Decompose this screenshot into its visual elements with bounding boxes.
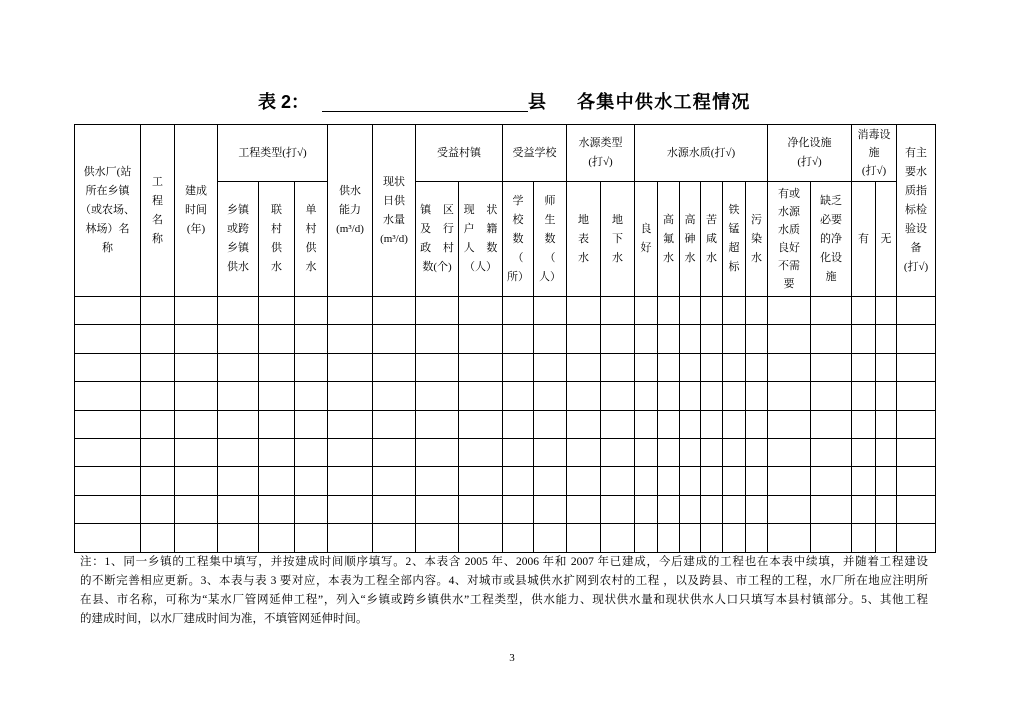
table-cell <box>852 325 876 353</box>
table-cell <box>175 438 218 466</box>
table-cell <box>635 524 658 552</box>
table-cell <box>701 495 723 523</box>
header-high-arsenic: 高 砷 水 <box>680 182 701 297</box>
table-cell <box>701 524 723 552</box>
table-cell <box>658 524 680 552</box>
table-cell <box>175 353 218 381</box>
table-cell <box>680 410 701 438</box>
table-cell <box>680 382 701 410</box>
header-location: 供水厂(站 所在乡镇 （或农场、 林场）名 称 <box>75 125 141 297</box>
table-cell <box>567 524 601 552</box>
table-cell <box>768 297 811 325</box>
table-cell <box>459 438 503 466</box>
table-cell <box>175 382 218 410</box>
table-cell <box>811 495 852 523</box>
table-cell <box>876 382 897 410</box>
table-cell <box>416 524 459 552</box>
table-cell <box>373 353 416 381</box>
table-cell <box>218 495 259 523</box>
table-cell <box>876 325 897 353</box>
table-cell <box>459 353 503 381</box>
table-row <box>75 467 936 495</box>
page-title: 各集中供水工程情况 <box>577 92 751 112</box>
table-cell <box>658 438 680 466</box>
table-cell <box>218 438 259 466</box>
table-cell <box>259 325 295 353</box>
header-iron-manganese: 铁 锰 超 标 <box>723 182 746 297</box>
table-cell <box>259 438 295 466</box>
table-cell <box>701 297 723 325</box>
table-number: 表 2： <box>258 92 310 112</box>
table-cell <box>141 410 175 438</box>
table-cell <box>680 495 701 523</box>
table-cell <box>503 382 534 410</box>
table-cell <box>328 410 373 438</box>
table-cell <box>416 410 459 438</box>
table-cell <box>141 438 175 466</box>
table-cell <box>897 297 936 325</box>
table-cell <box>567 410 601 438</box>
table-cell <box>259 297 295 325</box>
table-cell <box>897 467 936 495</box>
table-cell <box>534 438 567 466</box>
table-cell <box>768 495 811 523</box>
table-cell <box>141 467 175 495</box>
table-cell <box>811 353 852 381</box>
table-cell <box>567 495 601 523</box>
county-suffix: 县 <box>528 92 546 112</box>
table-cell <box>852 438 876 466</box>
table-cell <box>75 353 141 381</box>
table-cell <box>328 325 373 353</box>
table-cell <box>701 325 723 353</box>
table-cell <box>218 524 259 552</box>
note-line: 的建成时间，以水厂建成时间为准，不填管网延伸时间。 <box>80 613 368 625</box>
table-cell <box>328 297 373 325</box>
table-cell <box>723 410 746 438</box>
table-cell <box>295 495 328 523</box>
header-group-beneficiary-villages: 受益村镇 <box>416 125 503 182</box>
table-cell <box>503 353 534 381</box>
table-cell <box>141 524 175 552</box>
header-population: 现 状 户 籍 人 数 （人） <box>459 182 503 297</box>
table-cell <box>175 410 218 438</box>
table-cell <box>175 467 218 495</box>
table-cell <box>328 438 373 466</box>
header-type-township: 乡镇 或跨 乡镇 供水 <box>218 182 259 297</box>
table-cell <box>416 382 459 410</box>
table-cell <box>723 297 746 325</box>
table-cell <box>601 467 635 495</box>
table-cell <box>259 382 295 410</box>
table-cell <box>723 495 746 523</box>
table-cell <box>811 297 852 325</box>
table-cell <box>601 524 635 552</box>
table-cell <box>295 297 328 325</box>
table-cell <box>218 325 259 353</box>
table-cell <box>746 524 768 552</box>
table-cell <box>295 353 328 381</box>
table-cell <box>534 325 567 353</box>
table-cell <box>601 297 635 325</box>
table-cell <box>416 467 459 495</box>
table-cell <box>295 325 328 353</box>
page-number: 3 <box>509 652 515 664</box>
table-cell <box>459 495 503 523</box>
header-groundwater: 地 下 水 <box>601 182 635 297</box>
table-cell <box>328 495 373 523</box>
table-cell <box>459 467 503 495</box>
table-cell <box>876 438 897 466</box>
table-cell <box>218 297 259 325</box>
header-group-source-type: 水源类型 (打√) <box>567 125 635 182</box>
table-cell <box>811 325 852 353</box>
table-row <box>75 382 936 410</box>
table-cell <box>701 382 723 410</box>
table-cell <box>373 410 416 438</box>
table-cell <box>567 382 601 410</box>
table-cell <box>175 524 218 552</box>
table-cell <box>658 467 680 495</box>
table-row <box>75 325 936 353</box>
table-cell <box>534 467 567 495</box>
table-cell <box>768 467 811 495</box>
header-purification-lacking: 缺乏 必要 的净 化设 施 <box>811 182 852 297</box>
table-cell <box>658 495 680 523</box>
table-cell <box>768 438 811 466</box>
table-cell <box>534 353 567 381</box>
note-line: 注：1、同一乡镇的工程集中填写，并按建成时间顺序填写。2、本表含 2005 年、2006 年和 2007 年已建成，今后建成的工程也在本表中续填，并随着工程建设 <box>80 556 928 568</box>
table-cell <box>746 353 768 381</box>
table-cell <box>503 325 534 353</box>
table-cell <box>680 524 701 552</box>
table-cell <box>701 438 723 466</box>
table-cell <box>746 410 768 438</box>
table-cell <box>701 353 723 381</box>
table-cell <box>897 410 936 438</box>
table-row <box>75 438 936 466</box>
header-project-name: 工 程 名 称 <box>141 125 175 297</box>
header-type-single-village: 单 村 供 水 <box>295 182 328 297</box>
table-cell <box>259 524 295 552</box>
table-cell <box>295 524 328 552</box>
table-cell <box>459 382 503 410</box>
table-cell <box>680 353 701 381</box>
table-cell <box>175 297 218 325</box>
table-cell <box>373 438 416 466</box>
table-cell <box>635 410 658 438</box>
header-purification-ok: 有或 水源 水质 良好 不需 要 <box>768 182 811 297</box>
table-cell <box>723 353 746 381</box>
table-cell <box>259 410 295 438</box>
note-line: 的不断完善相应更新。3、本表与表 3 要对应，本表为工程全部内容。4、对城市或县城供水扩网到农村的工程 ，以及跨县、市工程的工程，水厂所在地应注明所 <box>80 575 928 587</box>
table-cell <box>746 438 768 466</box>
table-cell <box>811 467 852 495</box>
table-cell <box>811 524 852 552</box>
table-cell <box>259 495 295 523</box>
table-row <box>75 495 936 523</box>
table-cell <box>75 438 141 466</box>
table-cell <box>680 325 701 353</box>
table-cell <box>373 325 416 353</box>
table-cell <box>852 467 876 495</box>
table-body <box>75 297 936 553</box>
table-cell <box>876 353 897 381</box>
table-cell <box>373 524 416 552</box>
table-cell <box>897 353 936 381</box>
table-cell <box>459 325 503 353</box>
table-cell <box>635 382 658 410</box>
header-disinfection-yes: 有 <box>852 182 876 297</box>
header-brackish: 苦 咸 水 <box>701 182 723 297</box>
table-cell <box>701 410 723 438</box>
table-cell <box>746 325 768 353</box>
table-cell <box>328 524 373 552</box>
table-cell <box>259 467 295 495</box>
table-cell <box>768 325 811 353</box>
table-cell <box>75 325 141 353</box>
table-cell <box>635 297 658 325</box>
table-cell <box>503 438 534 466</box>
note-line: 在县、市名称，可称为“某水厂管网延伸工程”，列入“乡镇或跨乡镇供水”工程类型，供水能力、现状供水量和现状供水人口只填写本县村镇部分。5、其他工程 <box>80 594 928 606</box>
table-cell <box>503 297 534 325</box>
table-cell <box>601 382 635 410</box>
table-cell <box>534 382 567 410</box>
table-cell <box>295 410 328 438</box>
table-cell <box>534 524 567 552</box>
header-group-source-quality: 水源水质(打√) <box>635 125 768 182</box>
table-cell <box>768 410 811 438</box>
table-cell <box>373 297 416 325</box>
table-cell <box>635 495 658 523</box>
table-cell <box>416 297 459 325</box>
table-cell <box>852 410 876 438</box>
table-cell <box>601 325 635 353</box>
water-supply-projects-table <box>74 124 936 553</box>
header-polluted: 污 染 水 <box>746 182 768 297</box>
table-row <box>75 297 936 325</box>
table-cell <box>601 438 635 466</box>
header-daily-supply: 现状 日供 水量 (m³/d) <box>373 125 416 297</box>
table-cell <box>852 495 876 523</box>
table-cell <box>876 495 897 523</box>
table-cell <box>295 382 328 410</box>
table-cell <box>635 438 658 466</box>
table-cell <box>503 467 534 495</box>
table-cell <box>218 382 259 410</box>
table-cell <box>768 353 811 381</box>
table-cell <box>503 495 534 523</box>
table-row <box>75 410 936 438</box>
table-cell <box>534 410 567 438</box>
table-cell <box>658 410 680 438</box>
table-cell <box>141 353 175 381</box>
table-row <box>75 524 936 552</box>
table-cell <box>601 495 635 523</box>
table-cell <box>601 410 635 438</box>
table-cell <box>373 495 416 523</box>
header-group-project-type: 工程类型(打√) <box>218 125 328 182</box>
table-cell <box>141 382 175 410</box>
table-cell <box>567 353 601 381</box>
table-cell <box>328 353 373 381</box>
table-cell <box>680 467 701 495</box>
header-disinfection-no: 无 <box>876 182 897 297</box>
table-cell <box>534 297 567 325</box>
table-cell <box>746 297 768 325</box>
header-school-count: 学 校 数 （ 所） <box>503 182 534 297</box>
table-cell <box>416 353 459 381</box>
table-cell <box>416 438 459 466</box>
table-cell <box>723 524 746 552</box>
table-cell <box>658 353 680 381</box>
header-capacity: 供水 能力 (m³/d) <box>328 125 373 297</box>
table-cell <box>567 438 601 466</box>
table-cell <box>897 495 936 523</box>
table-cell <box>567 297 601 325</box>
table-cell <box>75 297 141 325</box>
table-cell <box>635 353 658 381</box>
table-cell <box>811 382 852 410</box>
table-cell <box>175 325 218 353</box>
table-cell <box>852 297 876 325</box>
table-cell <box>259 353 295 381</box>
table-cell <box>768 382 811 410</box>
header-teacher-student-count: 师 生 数 （ 人） <box>534 182 567 297</box>
header-village-count: 镇 区 及 行 政 村 数(个) <box>416 182 459 297</box>
table-cell <box>876 410 897 438</box>
table-cell <box>295 467 328 495</box>
table-cell <box>601 353 635 381</box>
table-cell <box>723 438 746 466</box>
header-high-fluoride: 高 氟 水 <box>658 182 680 297</box>
table-cell <box>897 325 936 353</box>
table-cell <box>897 438 936 466</box>
county-name-blank <box>322 91 528 112</box>
table-cell <box>416 325 459 353</box>
table-cell <box>295 438 328 466</box>
header-testing-equipment: 有主 要水 质指 标检 验设 备 (打√) <box>897 125 936 297</box>
table-cell <box>723 467 746 495</box>
table-cell <box>658 297 680 325</box>
table-cell <box>373 467 416 495</box>
table-cell <box>811 438 852 466</box>
table-cell <box>658 382 680 410</box>
notes <box>80 553 928 629</box>
table-cell <box>746 467 768 495</box>
table-cell <box>75 495 141 523</box>
table-cell <box>328 467 373 495</box>
table-cell <box>75 410 141 438</box>
table-cell <box>373 382 416 410</box>
table-cell <box>141 325 175 353</box>
table-cell <box>723 325 746 353</box>
header-surface-water: 地 表 水 <box>567 182 601 297</box>
table-cell <box>811 410 852 438</box>
table-cell <box>75 524 141 552</box>
table-cell <box>701 467 723 495</box>
table-cell <box>876 524 897 552</box>
table-cell <box>746 495 768 523</box>
table-cell <box>897 524 936 552</box>
table-cell <box>897 382 936 410</box>
table-cell <box>534 495 567 523</box>
header-quality-good: 良 好 <box>635 182 658 297</box>
header-completion-year: 建成 时间 (年) <box>175 125 218 297</box>
table-cell <box>459 410 503 438</box>
table-cell <box>218 353 259 381</box>
table-cell <box>635 325 658 353</box>
table-cell <box>876 467 897 495</box>
table-cell <box>658 325 680 353</box>
table-cell <box>876 297 897 325</box>
table-cell <box>635 467 658 495</box>
table-cell <box>567 467 601 495</box>
table-cell <box>852 524 876 552</box>
header-group-purification: 净化设施 (打√) <box>768 125 852 182</box>
table-cell <box>218 467 259 495</box>
table-cell <box>175 495 218 523</box>
table-cell <box>416 495 459 523</box>
header-group-disinfection: 消毒设 施 (打√) <box>852 125 897 182</box>
table-cell <box>746 382 768 410</box>
table-cell <box>680 297 701 325</box>
table-cell <box>141 297 175 325</box>
table-cell <box>459 297 503 325</box>
table-cell <box>680 438 701 466</box>
table-cell <box>328 382 373 410</box>
table-cell <box>141 495 175 523</box>
table-cell <box>459 524 503 552</box>
table-cell <box>503 524 534 552</box>
table-cell <box>723 382 746 410</box>
table-cell <box>852 382 876 410</box>
table-cell <box>218 410 259 438</box>
table-cell <box>75 467 141 495</box>
header-row-groups <box>75 125 936 182</box>
table-cell <box>75 382 141 410</box>
header-group-beneficiary-schools: 受益学校 <box>503 125 567 182</box>
table-cell <box>768 524 811 552</box>
table-row <box>75 353 936 381</box>
table-cell <box>503 410 534 438</box>
table-cell <box>852 353 876 381</box>
table-cell <box>567 325 601 353</box>
header-type-multi-village: 联 村 供 水 <box>259 182 295 297</box>
